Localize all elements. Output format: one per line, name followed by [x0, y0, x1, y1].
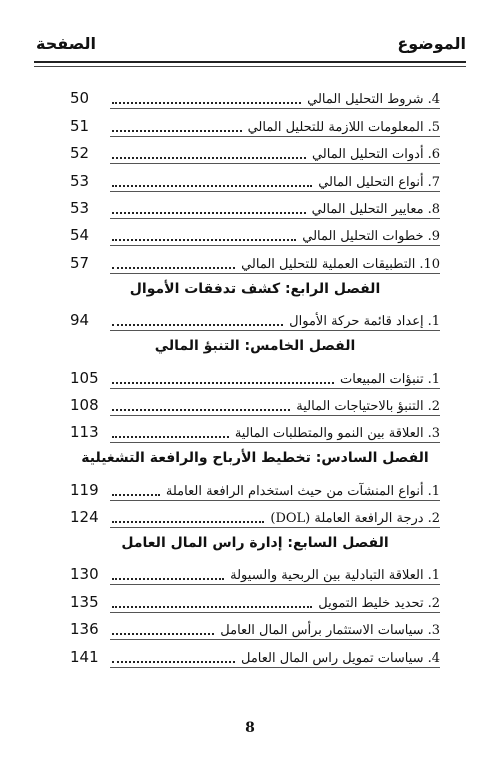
dot-leader	[112, 578, 224, 580]
entry-page-number: 50	[70, 89, 90, 108]
dot-leader	[112, 661, 235, 663]
entry-number: 1.	[427, 568, 440, 584]
toc-entry	[70, 109, 440, 136]
entry-number: 4.	[427, 92, 440, 108]
dot-leader	[112, 606, 312, 608]
entry-page-number: 53	[70, 198, 90, 217]
entry-number: 2.	[427, 511, 440, 527]
entry-title: خطوات التحليل المالي	[302, 229, 424, 245]
dot-leader	[112, 324, 283, 326]
header-rule-thin	[34, 66, 466, 67]
toc-entry	[70, 389, 440, 416]
entry-number: 4.	[427, 650, 440, 666]
page-number: 8	[245, 720, 255, 736]
table-of-contents	[70, 82, 440, 668]
entry-title: أدوات التحليل المالي	[311, 147, 424, 163]
entry-number: 1.	[427, 314, 440, 330]
toc-entry	[70, 416, 440, 443]
dot-leader	[112, 239, 296, 241]
entry-title: أنواع المنشآت من حيث استخدام الرافعة العاملة	[165, 483, 424, 499]
entry-number: 1.	[427, 371, 440, 387]
entry-number: 3.	[427, 623, 440, 639]
toc-entry	[70, 558, 440, 585]
entry-page-number: 57	[70, 253, 90, 272]
entry-page-number: 51	[70, 116, 90, 135]
entry-title: معايير التحليل المالي	[311, 201, 424, 217]
entry-page-number: 108	[70, 395, 99, 414]
entry-number: 2.	[427, 398, 440, 414]
entry-page-number: 124	[70, 508, 99, 527]
entry-number: 2.	[427, 595, 440, 611]
toc-entry	[70, 613, 440, 640]
dot-leader	[112, 409, 290, 411]
entry-number: 1.	[427, 483, 440, 499]
entry-page-number: 105	[70, 368, 99, 387]
chapter-heading: الفصل السابع: إدارة راس المال العامل	[121, 535, 389, 552]
toc-entry	[70, 246, 440, 273]
entry-page-number: 52	[70, 144, 90, 163]
dot-leader	[112, 267, 235, 269]
dot-leader	[112, 494, 160, 496]
dot-leader	[112, 102, 301, 104]
entry-title: العلاقة التبادلية بين الربحية والسيولة	[230, 568, 424, 584]
entry-page-number: 54	[70, 226, 90, 245]
page-column-label: الصفحة	[36, 33, 97, 53]
toc-entry	[70, 304, 440, 331]
entry-title: العلاقة بين النمو والمتطلبات المالية	[234, 426, 424, 442]
subject-column-label: الموضوع	[397, 33, 466, 53]
entry-page-number: 94	[70, 311, 90, 330]
entry-number: 5.	[427, 119, 440, 135]
dot-leader	[112, 157, 306, 159]
entry-title: التنبؤ بالاحتياجات المالية	[296, 398, 424, 414]
toc-entry	[70, 192, 440, 219]
entry-title: درجة الرافعة العاملة (DOL)	[270, 511, 424, 527]
toc-entry	[70, 585, 440, 612]
entry-title: سياسات تمويل راس المال العامل	[241, 650, 424, 666]
toc-entry	[70, 164, 440, 191]
entry-page-number: 135	[70, 592, 99, 611]
chapter-heading: الفصل الرابع: كشف تدفقات الأموال	[129, 280, 381, 297]
chapter-heading: الفصل الخامس: التنبؤ المالي	[154, 338, 356, 355]
entry-title: سياسات الاستثمار برأس المال العامل	[220, 623, 424, 639]
dot-leader	[112, 212, 306, 214]
dot-leader	[112, 130, 242, 132]
toc-entry	[70, 361, 440, 388]
entry-title: تحديد خليط التمويل	[318, 595, 424, 611]
entry-page-number: 141	[70, 647, 99, 666]
entry-number: 7.	[427, 174, 440, 190]
chapter-heading: الفصل السادس: تخطيط الأرباح والرافعة التشغيلية	[81, 450, 429, 467]
entry-page-number: 113	[70, 423, 99, 442]
entry-title: التطبيقات العملية للتحليل المالي	[241, 256, 416, 272]
entry-number: 6.	[427, 147, 440, 163]
entry-number: 8.	[427, 201, 440, 217]
entry-title: إعداد قائمة حركة الأموال	[289, 314, 424, 330]
dot-leader	[112, 436, 229, 438]
toc-entry	[70, 473, 440, 500]
toc-entry	[70, 137, 440, 164]
dot-leader	[112, 521, 264, 523]
dot-leader	[112, 633, 214, 635]
entry-title: تنبؤات المبيعات	[340, 371, 424, 387]
toc-entry	[70, 219, 440, 246]
entry-number: 9.	[427, 229, 440, 245]
entry-page-number: 119	[70, 480, 99, 499]
toc-header	[36, 30, 466, 56]
dot-leader	[112, 382, 334, 384]
toc-entry	[70, 501, 440, 528]
entry-page-number: 136	[70, 620, 99, 639]
header-rule-thick	[34, 61, 466, 63]
entry-title: شروط التحليل المالي	[307, 92, 424, 108]
entry-title: المعلومات اللازمة للتحليل المالي	[247, 119, 424, 135]
entry-title: أنواع التحليل المالي	[318, 174, 424, 190]
toc-entry	[70, 82, 440, 109]
entry-number: 10.	[419, 256, 440, 272]
entry-page-number: 130	[70, 565, 99, 584]
dot-leader	[112, 185, 312, 187]
entry-number: 3.	[427, 426, 440, 442]
toc-entry	[70, 640, 440, 667]
entry-page-number: 53	[70, 171, 90, 190]
